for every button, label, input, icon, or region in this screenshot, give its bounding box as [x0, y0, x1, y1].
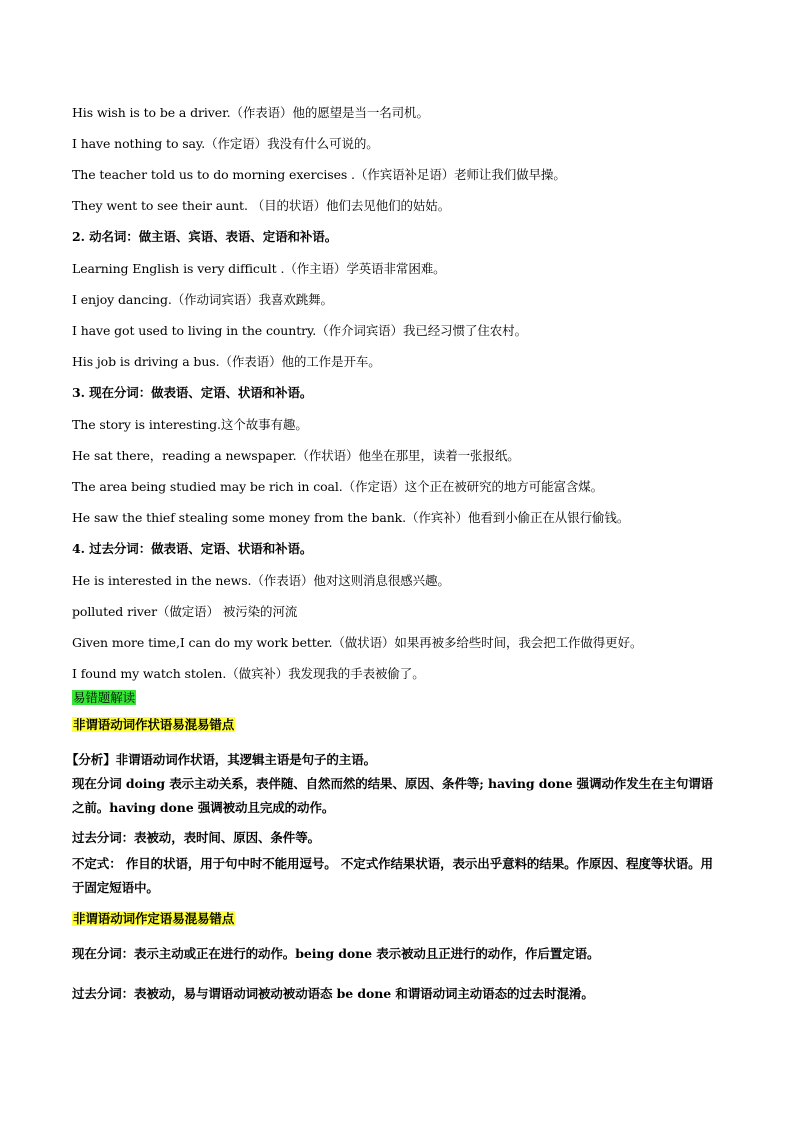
- past-participle-explanation: 过去分词：表被动，表时间、原因、条件等。: [72, 830, 321, 845]
- example-gerund-predicative: His job is driving a bus.（作表语）他的工作是开车。: [72, 354, 381, 369]
- example-infinitive-attributive: I have nothing to say.（作定语）我没有什么可说的。: [72, 136, 379, 151]
- example-present-participle-adverbial: He sat there，reading a newspaper.（作状语）他坐在那里，读着一张报纸。: [72, 448, 520, 463]
- example-infinitive-predicative: His wish is to be a driver.（作表语）他的愿望是当一名司机。: [72, 105, 429, 120]
- example-present-participle-complement: He saw the thief stealing some money from the bank.（作宾补）他看到小偷正在从银行偷钱。: [72, 510, 630, 525]
- heading-present-participle: 3. 现在分词：做表语、定语、状语和补语。: [72, 385, 313, 400]
- example-gerund-subject: Learning English is very difficult .（作主语）学英语非常困难。: [72, 261, 446, 276]
- example-present-participle-predicative: The story is interesting.这个故事有趣。: [72, 417, 308, 432]
- example-gerund-prep-object: I have got used to living in the country.（作介词宾语）我已经习惯了住农村。: [72, 323, 527, 338]
- heading-gerund: 2. 动名词：做主语、宾语、表语、定语和补语。: [72, 229, 338, 244]
- example-past-participle-adverbial: Given more time,I can do my work better.（做状语）如果再被多给些时间，我会把工作做得更好。: [72, 635, 643, 650]
- example-present-participle-attributive: The area being studied may be rich in coal.（作定语）这个正在被研究的地方可能富含煤。: [72, 479, 604, 494]
- section-title-highlight: 易错题解读: [73, 690, 136, 705]
- subheading-attributive-highlight: 非谓语动词作定语易混易错点: [73, 911, 235, 926]
- section-title: [72, 690, 136, 706]
- present-participle-explanation: 现在分词 doing 表示主动关系，表伴随、自然而然的结果、原因、条件等; having done 强调动作发生在主句谓语之前。having done 强调被动且完成的动作。: [72, 776, 714, 815]
- example-past-participle-complement: I found my watch stolen.（做宾补）我发现我的手表被偷了。: [72, 666, 425, 681]
- analysis-line: 【分析】非谓语动词作状语，其逻辑主语是句子的主语。: [66, 752, 377, 767]
- attributive-past-participle: 过去分词：表被动，易与谓语动词被动被动语态 be done 和谓语动词主动语态的过去时混淆。: [72, 986, 594, 1001]
- example-past-participle-predicative: He is interested in the news.（作表语）他对这则消息很感兴趣。: [72, 573, 450, 588]
- subheading-attributive: [72, 911, 235, 927]
- attributive-present-participle: 现在分词：表示主动或正在进行的动作。being done 表示被动且正进行的动作，作后置定语。: [72, 946, 600, 961]
- example-infinitive-purpose: They went to see their aunt. （目的状语）他们去见他们的姑姑。: [72, 198, 451, 213]
- example-infinitive-complement: The teacher told us to do morning exercises .（作宾语补足语）老师让我们做早操。: [72, 167, 566, 182]
- heading-past-participle: 4. 过去分词：做表语、定语、状语和补语。: [72, 541, 313, 556]
- example-gerund-verb-object: I enjoy dancing.（作动词宾语）我喜欢跳舞。: [72, 292, 333, 307]
- subheading-adverbial: [72, 717, 235, 733]
- subheading-adverbial-highlight: 非谓语动词作状语易混易错点: [73, 717, 235, 732]
- example-past-participle-attributive: polluted river（做定语） 被污染的河流: [72, 604, 298, 619]
- infinitive-explanation: 不定式： 作目的状语，用于句中时不能用逗号。 不定式作结果状语，表示出乎意料的结果。作原因、程度等状语。用于固定短语中。: [72, 856, 713, 895]
